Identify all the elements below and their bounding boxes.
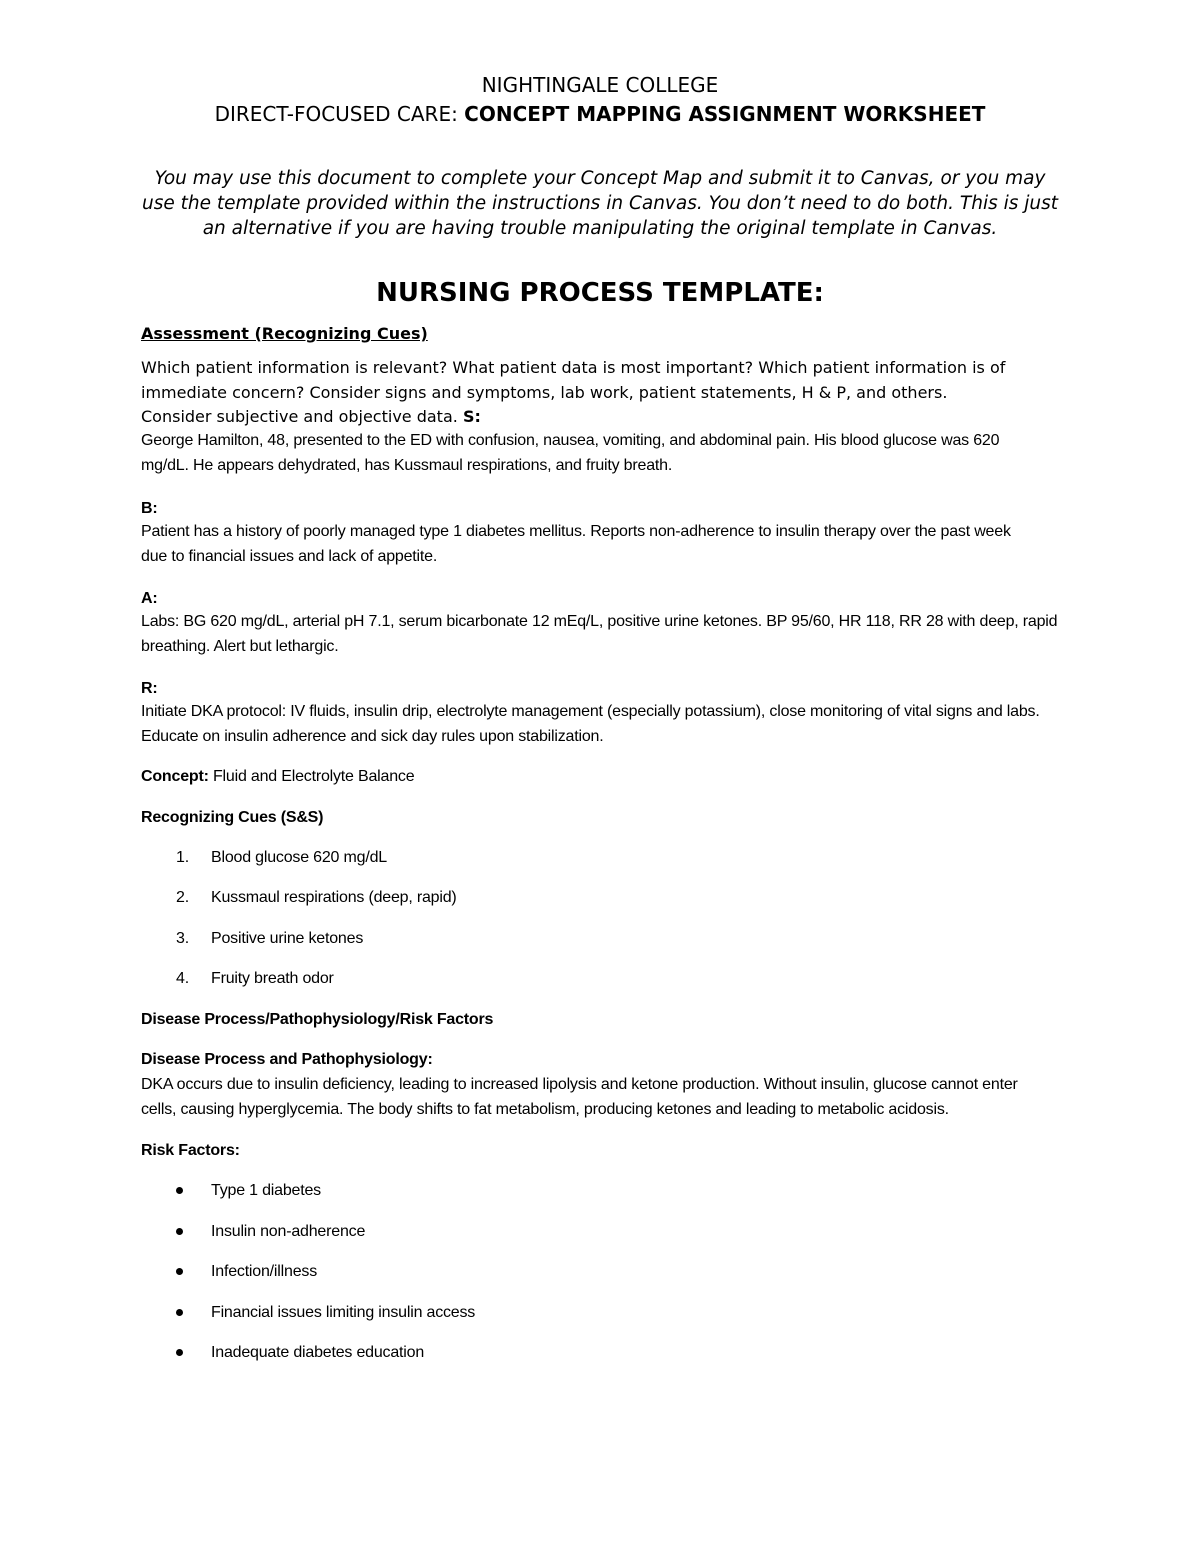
course-title-line xyxy=(0,101,1200,127)
list-number: 2. xyxy=(176,889,189,906)
list-text: Blood glucose 620 mg/dL xyxy=(211,849,387,866)
assessment-prompt-text: Which patient information is relevant? What patient data is most important? Which patient information is of immediate concern? Consider signs and symptoms, lab work, patient statements, H & P, and others. Consider subjective and objective data. xyxy=(141,358,1006,426)
concept-line xyxy=(141,765,414,790)
a-label: A: xyxy=(141,590,158,607)
instructions-text: You may use this document to complete your Concept Map and submit it to Canvas, or you may use the template provided within the instructions in Canvas. You don’t need to do both. This is just an alternative if you are having trouble manipulating the original template in Canvas. xyxy=(141,168,1059,239)
template-title: NURSING PROCESS TEMPLATE: xyxy=(376,278,824,308)
patho-text: DKA occurs due to insulin deficiency, leading to increased lipolysis and ketone production. Without insulin, glucose cannot enter cells, causing hyperglycemia. The body shifts to fat metabolism, producing ketones and leading to metabolic acidosis. xyxy=(141,1076,1018,1118)
course-title: CONCEPT MAPPING ASSIGNMENT WORKSHEET xyxy=(464,102,986,126)
list-number: 4. xyxy=(176,970,189,987)
s-label: S: xyxy=(462,407,481,426)
list-text: Infection/illness xyxy=(211,1263,317,1280)
list-text: Financial issues limiting insulin access xyxy=(211,1304,476,1321)
concept-value: Fluid and Electrolyte Balance xyxy=(208,768,415,785)
list-text: Kussmaul respirations (deep, rapid) xyxy=(211,889,457,906)
patho-heading: Disease Process and Pathophysiology: xyxy=(141,1051,433,1068)
list-text: Inadequate diabetes education xyxy=(211,1344,425,1361)
risk-heading: Risk Factors: xyxy=(141,1142,240,1159)
s-text: George Hamilton, 48, presented to the ED with confusion, nausea, vomiting, and abdominal pain. His blood glucose was 620 mg/dL. He appears dehydrated, has Kussmaul respirations, and fruity breath. xyxy=(141,432,1000,474)
list-number: 1. xyxy=(176,849,189,866)
list-text: Insulin non-adherence xyxy=(211,1223,366,1240)
a-text: Labs: BG 620 mg/dL, arterial pH 7.1, serum bicarbonate 12 mEq/L, positive urine ketones. BP 95/60, HR 118, RR 28 with deep, rapid breathing. Alert but lethargic. xyxy=(141,613,1058,655)
r-label: R: xyxy=(141,680,158,697)
bullet-icon xyxy=(176,1349,183,1356)
bullet-icon xyxy=(176,1268,183,1275)
assessment-prompt xyxy=(141,356,1021,430)
r-text: Initiate DKA protocol: IV fluids, insulin drip, electrolyte management (especially potassium), close monitoring of vital signs and labs. Educate on insulin adherence and sick day rules upon stabilization. xyxy=(141,703,1040,745)
b-text: Patient has a history of poorly managed type 1 diabetes mellitus. Reports non-adherence to insulin therapy over the past week due to financial issues and lack of appetite. xyxy=(141,523,1011,565)
cues-heading: Recognizing Cues (S&S) xyxy=(141,809,324,826)
bullet-icon xyxy=(176,1187,183,1194)
disease-heading: Disease Process/Pathophysiology/Risk Factors xyxy=(141,1011,494,1028)
bullet-icon xyxy=(176,1228,183,1235)
list-text: Positive urine ketones xyxy=(211,930,364,947)
college-name: NIGHTINGALE COLLEGE xyxy=(481,73,719,97)
concept-label: Concept: xyxy=(141,768,209,785)
b-label: B: xyxy=(141,500,158,517)
course-prefix: DIRECT-FOCUSED CARE: xyxy=(214,102,465,126)
list-text: Type 1 diabetes xyxy=(211,1182,321,1199)
list-number: 3. xyxy=(176,930,189,947)
bullet-icon xyxy=(176,1309,183,1316)
assessment-heading: Assessment (Recognizing Cues) xyxy=(141,324,428,343)
list-text: Fruity breath odor xyxy=(211,970,334,987)
